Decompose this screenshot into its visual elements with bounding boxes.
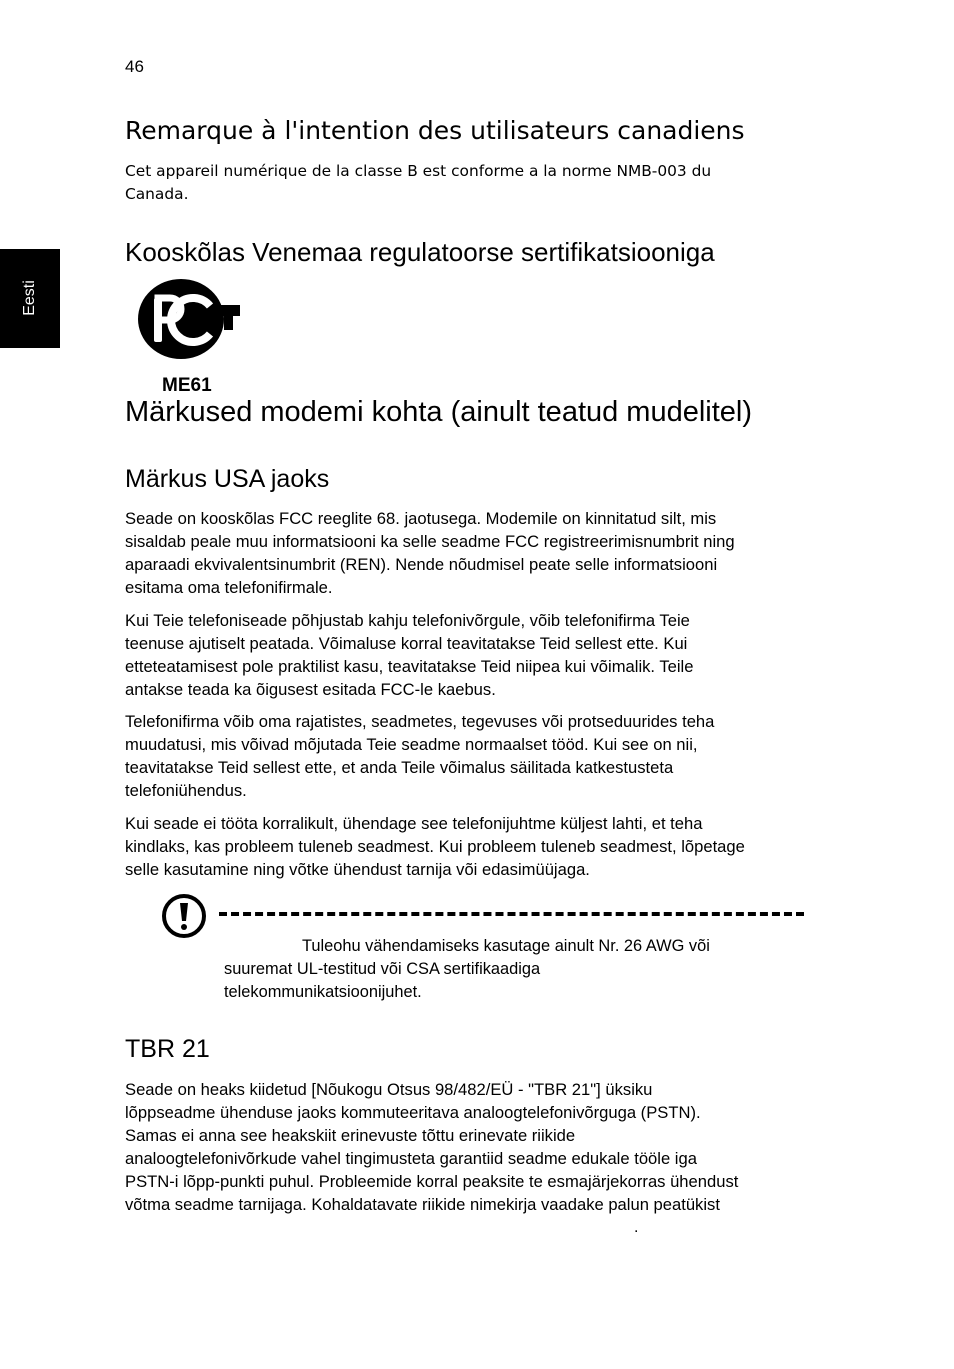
tbr-body: Seade on heaks kiidetud [Nõukogu Otsus 98/482/EÜ - "TBR 21"] üksiku lõppseadme ühenduse jaoks kommuteeritava analoogtelefonivõrguga (PSTN). Samas ei anna see heakskiit erinevuste tõttu erinevate riikide analoogtelefonivõrkude vahel tingimusteta garantiid seadme edukale tööle iga PSTN-i lõpp-punkti puhul. Probleemide korral peaksite te esmajärjekorras ühendust võtma seadme tarnijaga. Kohaldatavate riikide nimekirja vaadake palun peatükist [125,1080,739,1214]
note-dashed-divider [219,912,804,916]
page-number: 46 [125,57,144,76]
pct-certification-logo-icon [136,278,242,360]
language-side-tab [0,249,60,348]
tbr-heading: TBR 21 [125,1035,210,1063]
note-text: Tuleohu vähendamiseks kasutage ainult Nr. 26 AWG või suuremat UL-testitud või CSA sertifikaadiga telekommunikatsioonijuhet. [224,937,710,1001]
usa-paragraph-3: Telefonifirma võib oma rajatistes, seadmetes, tegevuses või protseduurides teha muudatusi, mis võivad mõjutada Teie seadme normaalset tööd. Kui see on nii, teavitatakse Teid sellest ette, et anda Teile võimalus säilitada katkestusteta telefoniühendus. [125,712,715,800]
certification-code: ME61 [162,375,212,396]
usa-paragraph-1: Seade on kooskõlas FCC reeglite 68. jaotusega. Modemile on kinnitatud silt, mis sisaldab peale muu informatsiooni ka selle seadme FCC registreerimisnumbrit ning aparaadi ekvivalentsinumbrit (REN). Nende nõudmisel peate selle informatsiooni esitama oma telefonifirmale. [125,509,735,597]
usa-paragraph-4: Kui seade ei tööta korralikult, ühendage see telefonijuhtme küljest lahti, et teha kindlaks, kas probleem tuleneb seadmest. Kui probleem tuleneb seadmest, lõpetage selle kasutamine ning võtke ühendust tarnija või edasimüüjaga. [125,814,745,879]
usa-heading: Märkus USA jaoks [125,465,330,493]
usa-paragraph-2: Kui Teie telefoniseade põhjustab kahju telefonivõrgule, võib telefonifirma Teie teenuse ajutiselt peatada. Võimaluse korral teavitatakse Teid sellest ette. Kui etteteatamisest pole praktilist kasu, teavitatakse Teid niipea kui võimalik. Teile antakse teada ka õigusest esitada FCC-le kaebus. [125,611,694,699]
main-heading: Märkused modemi kohta (ainult teatud mudelitel) [125,396,753,428]
warning-exclamation-icon [161,893,207,939]
tbr-trailing-period: . [634,1219,639,1236]
canada-body: Cet appareil numérique de la classe B est conforme a la norme NMB-003 du Canada. [125,162,712,203]
canada-heading: Remarque à l'intention des utilisateurs canadiens [125,116,745,145]
language-tab-label: Eesti [21,280,38,316]
russia-heading: Kooskõlas Venemaa regulatoorse sertifikatsiooniga [125,237,715,267]
